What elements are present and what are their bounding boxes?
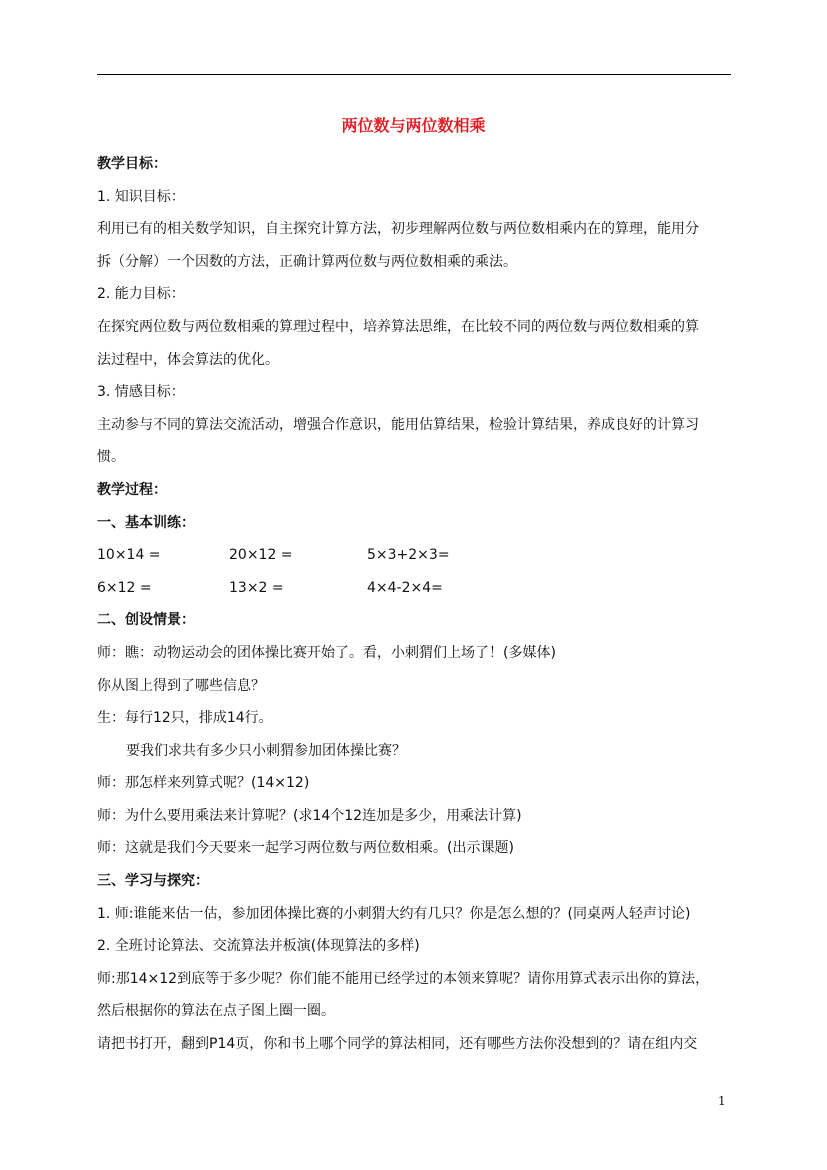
page-number: 1 [718, 1094, 726, 1108]
section-heading-scenario: 二、创设情景： [97, 612, 195, 629]
subheading-emotion: 3. 情感目标： [97, 384, 185, 401]
paragraph-line: 主动参与不同的算法交流活动，增强合作意识，能用估算结果，检验计算结果，养成良好的计算习 [97, 416, 699, 433]
dialogue-line: 要我们求共有多少只小刺猬参加团体操比赛？ [126, 742, 406, 759]
drill-row [97, 572, 732, 605]
drill-expression: 6×12 = [97, 579, 152, 596]
paragraph-line: 利用已有的相关数学知识，自主探究计算方法，初步理解两位数与两位数相乘内在的算理，能用分 [97, 221, 699, 238]
paragraph-line: 1. 师:谁能来估一估，参加团体操比赛的小刺猬大约有几只？你是怎么想的？(同桌两人轻声讨论) [97, 905, 691, 922]
drill-expression: 13×2 = [229, 579, 284, 596]
section-heading-learning: 三、学习与探究： [97, 873, 209, 890]
drill-expression: 10×14 = [97, 547, 161, 564]
document-body [97, 148, 732, 1061]
dialogue-line: 师：这就是我们今天要来一起学习两位数与两位数相乘。(出示课题) [97, 840, 514, 857]
paragraph-line: 惯。 [97, 449, 125, 466]
dialogue-line: 生：每行12只，排成14行。 [97, 710, 273, 727]
paragraph-line: 在探究两位数与两位数相乘的算理过程中，培养算法思维，在比较不同的两位数与两位数相乘的算 [97, 318, 699, 335]
paragraph-line: 2. 全班讨论算法、交流算法并板演(体现算法的多样) [97, 938, 420, 955]
paragraph-line: 拆（分解）一个因数的方法，正确计算两位数与两位数相乘的乘法。 [97, 253, 517, 270]
dialogue-line: 师：为什么要用乘法来计算呢？(求14个12连加是多少，用乘法计算) [97, 807, 522, 824]
dialogue-line: 师：瞧：动物运动会的团体操比赛开始了。看，小刺猬们上场了！(多媒体) [97, 644, 556, 661]
paragraph-line: 然后根据你的算法在点子图上圈一圈。 [97, 1003, 335, 1020]
drill-expression: 5×3+2×3= [367, 547, 450, 564]
section-heading-basic-training: 一、基本训练： [97, 514, 195, 531]
heading-teaching-process: 教学过程： [97, 481, 167, 498]
paragraph-line: 请把书打开，翻到P14页，你和书上哪个同学的算法相同，还有哪些方法你没想到的？请在组内交 [97, 1036, 698, 1053]
drill-expression: 20×12 = [229, 547, 293, 564]
heading-teaching-goals: 教学目标： [97, 156, 167, 172]
paragraph-line: 师:那14×12到底等于多少呢？你们能不能用已经学过的本领来算呢？请你用算式表示出你的算法， [97, 970, 710, 987]
drill-expression: 4×4-2×4= [367, 579, 443, 596]
subheading-ability: 2. 能力目标： [97, 286, 185, 303]
drill-row [97, 539, 732, 572]
dialogue-line: 你从图上得到了哪些信息？ [97, 677, 265, 694]
header-rule [97, 74, 731, 75]
page-title: 两位数与两位数相乘 [341, 116, 486, 135]
dialogue-line: 师：那怎样来列算式呢？(14×12) [97, 775, 310, 792]
subheading-knowledge: 1. 知识目标： [97, 188, 185, 205]
paragraph-line: 法过程中，体会算法的优化。 [97, 351, 279, 368]
